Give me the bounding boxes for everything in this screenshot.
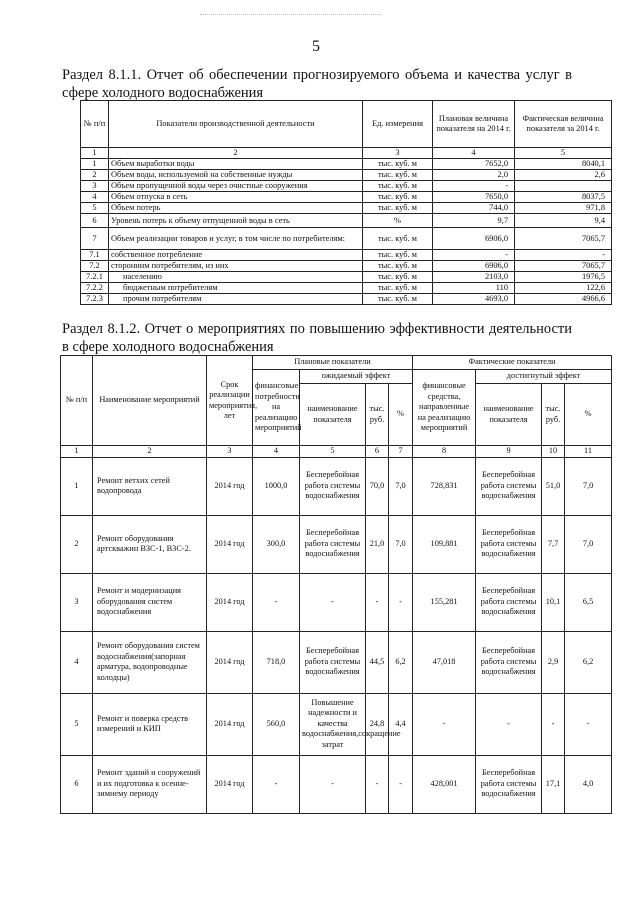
expected-rub: 21,0: [366, 515, 389, 573]
table-row: [61, 693, 612, 755]
plan-finance: 718,0: [253, 631, 300, 693]
measure-name: Ремонт и поверка средств измерений и КИП: [93, 693, 207, 755]
fact-finance: 155,281: [413, 573, 476, 631]
indicator-name: населению: [109, 272, 363, 283]
achieved-percent: 4,0: [565, 755, 612, 813]
indicator-name: Объем пропущенной воды через очистные сооружения: [109, 181, 363, 192]
achieved-rub: 51,0: [542, 457, 565, 515]
plan-finance: -: [253, 573, 300, 631]
expected-indicator: Бесперебойная работа системы водоснабжения: [300, 515, 366, 573]
table-header-row: [81, 101, 612, 148]
header-num: № п/п: [61, 356, 93, 446]
unit: тыс. куб. м: [363, 283, 433, 294]
unit: тыс. куб. м: [363, 181, 433, 192]
row-number: 2: [61, 515, 93, 573]
plan-value: 9,7: [433, 214, 515, 228]
col-number: 5: [515, 148, 612, 159]
fact-finance: 47,018: [413, 631, 476, 693]
table-row: [81, 170, 612, 181]
expected-indicator: Повышение надежности и качества водоснабжения,сокращение затрат: [300, 693, 366, 755]
cold-water-supply-report-table: [80, 100, 612, 305]
col-number: 3: [207, 446, 253, 458]
achieved-percent: -: [565, 693, 612, 755]
table-row: [61, 631, 612, 693]
col-number: 7: [389, 446, 413, 458]
col-number: 5: [300, 446, 366, 458]
expected-rub: 24,8: [366, 693, 389, 755]
fact-finance: 728,831: [413, 457, 476, 515]
plan-value: 6906,0: [433, 228, 515, 250]
table-row: [81, 203, 612, 214]
expected-percent: 7,0: [389, 457, 413, 515]
fact-finance: 109,881: [413, 515, 476, 573]
achieved-indicator: Бесперебойная работа системы водоснабжения: [476, 755, 542, 813]
fact-value: 7065,7: [515, 261, 612, 272]
table-row: [81, 181, 612, 192]
col-number: 2: [93, 446, 207, 458]
header-achieved-effect: достигнутый эффект: [476, 370, 612, 384]
indicator-name: Объем реализации товаров и услуг, в том числе по потребителям:: [109, 228, 363, 250]
measure-name: Ремонт зданий и сооружений и их подготовка к осенне-зимнему периоду: [93, 755, 207, 813]
fact-value: 8037,5: [515, 192, 612, 203]
expected-indicator: -: [300, 573, 366, 631]
table-row: [61, 457, 612, 515]
row-number: 4: [81, 192, 109, 203]
row-number: 7.2.3: [81, 294, 109, 305]
expected-rub: -: [366, 755, 389, 813]
scan-artifact: [200, 14, 380, 27]
plan-value: 744,0: [433, 203, 515, 214]
col-number: 1: [81, 148, 109, 159]
achieved-rub: 2,9: [542, 631, 565, 693]
table-row: [81, 228, 612, 250]
row-number: 7.2.2: [81, 283, 109, 294]
unit: тыс. куб. м: [363, 203, 433, 214]
achieved-rub: 17,1: [542, 755, 565, 813]
expected-percent: -: [389, 573, 413, 631]
table-row: [81, 294, 612, 305]
section-8-1-2-title: Раздел 8.1.2. Отчет о мероприятиях по повышению эффективности деятельности в сфере холодного водоснабжения: [62, 321, 572, 355]
term: 2014 год: [207, 755, 253, 813]
unit: тыс. куб. м: [363, 250, 433, 261]
header-percent: %: [565, 384, 612, 446]
table-row: [81, 283, 612, 294]
expected-rub: 44,5: [366, 631, 389, 693]
plan-value: 110: [433, 283, 515, 294]
table-row: [81, 192, 612, 203]
col-number: 1: [61, 446, 93, 458]
term: 2014 год: [207, 515, 253, 573]
header-percent: %: [389, 384, 413, 446]
achieved-indicator: Бесперебойная работа системы водоснабжения: [476, 573, 542, 631]
plan-finance: 560,0: [253, 693, 300, 755]
efficiency-measures-table: [60, 355, 612, 814]
table-row: [61, 755, 612, 813]
col-number: 4: [253, 446, 300, 458]
row-number: 6: [61, 755, 93, 813]
row-number: 1: [61, 457, 93, 515]
plan-value: 2,0: [433, 170, 515, 181]
header-expected-effect: ожидаемый эффект: [300, 370, 413, 384]
unit: тыс. куб. м: [363, 228, 433, 250]
achieved-rub: -: [542, 693, 565, 755]
fact-value: 7065,7: [515, 228, 612, 250]
fact-value: -: [515, 250, 612, 261]
row-number: 4: [61, 631, 93, 693]
expected-percent: 7,0: [389, 515, 413, 573]
header-plan: Плановая величина показателя на 2014 г.: [433, 101, 515, 148]
indicator-name: Объем выработки воды: [109, 159, 363, 170]
plan-finance: -: [253, 755, 300, 813]
col-number: 10: [542, 446, 565, 458]
header-fact-group: Фактические показатели: [413, 356, 612, 370]
achieved-rub: 7,7: [542, 515, 565, 573]
row-number: 7.2.1: [81, 272, 109, 283]
col-number: 6: [366, 446, 389, 458]
measure-name: Ремонт оборудования систем водоснабжения(запорная арматура, водопроводные колодцы): [93, 631, 207, 693]
fact-finance: -: [413, 693, 476, 755]
measure-name: Ремонт и модернизация оборудования систем водоснабжения: [93, 573, 207, 631]
header-row-1: [61, 356, 612, 370]
expected-rub: -: [366, 573, 389, 631]
plan-value: -: [433, 181, 515, 192]
fact-value: 1976,5: [515, 272, 612, 283]
indicator-name: собственное потребление: [109, 250, 363, 261]
unit: тыс. куб. м: [363, 294, 433, 305]
col-number: 3: [363, 148, 433, 159]
table-row: [81, 159, 612, 170]
row-number: 6: [81, 214, 109, 228]
unit: тыс. куб. м: [363, 170, 433, 181]
expected-rub: 70,0: [366, 457, 389, 515]
indicator-name: Объем отпуска в сеть: [109, 192, 363, 203]
unit: тыс. куб. м: [363, 261, 433, 272]
unit: %: [363, 214, 433, 228]
row-number: 7.1: [81, 250, 109, 261]
measure-name: Ремонт оборудования артскважин ВЗС-1, ВЗС-2.: [93, 515, 207, 573]
col-number: 4: [433, 148, 515, 159]
achieved-indicator: -: [476, 693, 542, 755]
header-fact: Фактическая величина показателя за 2014 г.: [515, 101, 612, 148]
expected-indicator: -: [300, 755, 366, 813]
unit: тыс. куб. м: [363, 272, 433, 283]
plan-finance: 1000,0: [253, 457, 300, 515]
col-number: 8: [413, 446, 476, 458]
achieved-indicator: Бесперебойная работа системы водоснабжения: [476, 631, 542, 693]
row-number: 7.2: [81, 261, 109, 272]
expected-percent: 6,2: [389, 631, 413, 693]
achieved-rub: 10,1: [542, 573, 565, 631]
row-number: 3: [61, 573, 93, 631]
unit: тыс. куб. м: [363, 159, 433, 170]
achieved-percent: 6,2: [565, 631, 612, 693]
table-row: [81, 250, 612, 261]
col-number: 11: [565, 446, 612, 458]
term: 2014 год: [207, 573, 253, 631]
header-thousand-rub: тыс. руб.: [366, 384, 389, 446]
header-indicator-name: наименование показателя: [476, 384, 542, 446]
expected-percent: -: [389, 755, 413, 813]
column-number-row: [61, 446, 612, 458]
achieved-percent: 7,0: [565, 457, 612, 515]
plan-value: -: [433, 250, 515, 261]
achieved-percent: 6,5: [565, 573, 612, 631]
indicator-name: Объем воды, используемой на собственные нужды: [109, 170, 363, 181]
fact-value: 122,6: [515, 283, 612, 294]
term: 2014 год: [207, 457, 253, 515]
term: 2014 год: [207, 693, 253, 755]
plan-value: 7652,0: [433, 159, 515, 170]
page-number: 5: [312, 38, 320, 55]
fact-value: 9,4: [515, 214, 612, 228]
unit: тыс. куб. м: [363, 192, 433, 203]
fact-finance: 428,001: [413, 755, 476, 813]
measure-name: Ремонт ветхих сетей водопровода: [93, 457, 207, 515]
row-number: 3: [81, 181, 109, 192]
col-number: 2: [109, 148, 363, 159]
plan-value: 6906,0: [433, 261, 515, 272]
header-term: Срок реализации мероприятия, лет: [207, 356, 253, 446]
fact-value: 8040,1: [515, 159, 612, 170]
indicator-name: бюджетным потребителям: [109, 283, 363, 294]
row-number: 5: [61, 693, 93, 755]
row-number: 2: [81, 170, 109, 181]
indicator-name: Объем потерь: [109, 203, 363, 214]
plan-value: 2103,0: [433, 272, 515, 283]
header-unit: Ед. измерения: [363, 101, 433, 148]
header-thousand-rub: тыс. руб.: [542, 384, 565, 446]
plan-finance: 300,0: [253, 515, 300, 573]
plan-value: 7650,0: [433, 192, 515, 203]
expected-percent: 4,4: [389, 693, 413, 755]
expected-indicator: Бесперебойная работа системы водоснабжения: [300, 457, 366, 515]
plan-value: 4693,0: [433, 294, 515, 305]
header-plan-group: Плановые показатели: [253, 356, 413, 370]
fact-value: [515, 181, 612, 192]
indicator-name: сторонним потребителям, из них: [109, 261, 363, 272]
header-measure-name: Наименование мероприятий: [93, 356, 207, 446]
expected-indicator: Бесперебойная работа системы водоснабжения: [300, 631, 366, 693]
indicator-name: Уровень потерь к объему отпущенной воды в сеть: [109, 214, 363, 228]
achieved-indicator: Бесперебойная работа системы водоснабжения: [476, 515, 542, 573]
row-number: 5: [81, 203, 109, 214]
header-plan-finance: финансовые потребности на реализацию мероприятий: [253, 370, 300, 446]
table-row: [81, 214, 612, 228]
table-row: [81, 272, 612, 283]
table-row: [81, 261, 612, 272]
header-num: № п/п: [81, 101, 109, 148]
col-number: 9: [476, 446, 542, 458]
fact-value: 4966,6: [515, 294, 612, 305]
column-number-row: [81, 148, 612, 159]
fact-value: 971,8: [515, 203, 612, 214]
header-indicator-name: наименование показателя: [300, 384, 366, 446]
table-row: [61, 515, 612, 573]
achieved-indicator: Бесперебойная работа системы водоснабжения: [476, 457, 542, 515]
row-number: 7: [81, 228, 109, 250]
header-indicator: Показатели производственной деятельности: [109, 101, 363, 148]
achieved-percent: 7,0: [565, 515, 612, 573]
table-row: [61, 573, 612, 631]
term: 2014 год: [207, 631, 253, 693]
indicator-name: прочим потребителям: [109, 294, 363, 305]
row-number: 1: [81, 159, 109, 170]
section-8-1-1-title: Раздел 8.1.1. Отчет об обеспечении прогнозируемого объема и качества услуг в сфере холодного водоснабжения: [62, 67, 572, 101]
header-fact-finance: финансовые средства, направленные на реализацию мероприятий: [413, 370, 476, 446]
fact-value: 2,6: [515, 170, 612, 181]
